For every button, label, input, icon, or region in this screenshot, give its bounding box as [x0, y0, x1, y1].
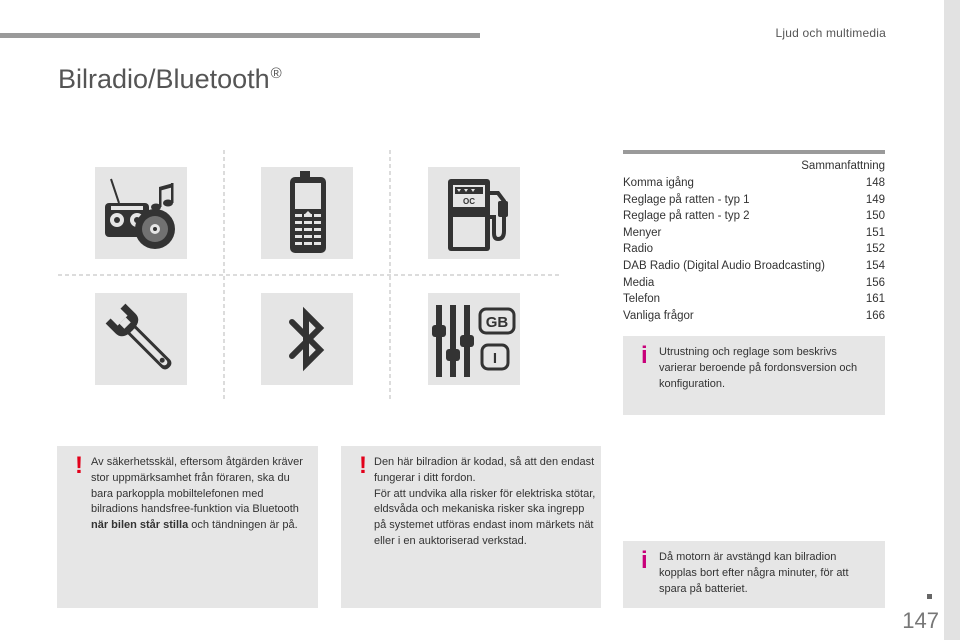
toc-item-page: 154	[865, 259, 885, 272]
bluetooth-icon	[282, 302, 332, 376]
toc-item[interactable]	[623, 192, 885, 209]
svg-text:OC: OC	[463, 197, 475, 206]
info-icon: i	[641, 547, 648, 574]
warning-text-coded-line2: För att undvika alla risker för elektriska stötar, eldsvåda och mekaniska risker ska ingrepp på systemet utföras endast inom märkets nät eller i en auktoriserad verkstad.	[374, 487, 596, 547]
warning-icon: !	[359, 452, 367, 479]
toc-item-label: Reglage på ratten - typ 1	[623, 193, 750, 206]
wrench-icon	[101, 299, 181, 379]
toc-item-page: 149	[865, 193, 885, 206]
toc-item-label: Reglage på ratten - typ 2	[623, 210, 750, 223]
toc-item-page: 151	[865, 226, 885, 239]
tile-phone[interactable]	[261, 167, 353, 259]
toc-item[interactable]	[623, 208, 885, 225]
toc-item[interactable]	[623, 225, 885, 242]
table-of-contents	[623, 150, 885, 324]
tile-language[interactable]	[428, 293, 520, 385]
toc-heading: Sammanfattning	[801, 160, 885, 172]
toc-item-label: Radio	[623, 243, 654, 256]
warning-text-safety-end: och tändningen är på.	[188, 519, 298, 532]
info-box-engine-off	[623, 541, 885, 608]
registered-mark: ®	[270, 65, 282, 82]
toc-item-label: Menyer	[623, 226, 662, 239]
tile-bluetooth[interactable]	[261, 293, 353, 385]
section-title: Ljud och multimedia	[775, 26, 886, 40]
toc-item-label: Media	[623, 276, 655, 289]
toc-item-label: Komma igång	[623, 177, 694, 189]
toc-item-page: 148	[865, 177, 885, 189]
warning-text-safety	[91, 455, 309, 534]
toc-item[interactable]	[623, 275, 885, 292]
language-settings-icon	[430, 299, 518, 379]
warning-box-safety	[57, 446, 318, 608]
info-icon: i	[641, 342, 648, 369]
toc-item-page: 166	[865, 309, 885, 322]
svg-text:GB: GB	[485, 314, 509, 331]
tile-trip-computer[interactable]	[428, 167, 520, 259]
toc-item[interactable]	[623, 308, 885, 325]
mobile-phone-icon	[282, 171, 332, 255]
page-number: 147	[902, 608, 939, 633]
toc-item-page: 161	[865, 293, 885, 306]
toc-item[interactable]	[623, 175, 885, 192]
radio-music-icon	[99, 173, 183, 253]
info-text-equipment: Utrustning och reglage som beskrivs varierar beroende på fordonsversion och konfiguration.	[659, 346, 858, 390]
toc-item[interactable]	[623, 258, 885, 275]
warning-text-safety-bold: när bilen står stilla	[91, 519, 189, 532]
tile-audio[interactable]	[95, 167, 187, 259]
toc-item-label: Telefon	[623, 293, 661, 306]
toc-item-page: 156	[865, 276, 885, 289]
toc-list	[623, 175, 885, 324]
toc-item-page: 150	[865, 210, 885, 223]
toc-item[interactable]	[623, 241, 885, 258]
fuel-pump-icon	[434, 173, 514, 253]
footer-marker	[927, 594, 932, 599]
info-box-equipment	[623, 336, 885, 415]
page-title-text: Bilradio/Bluetooth	[58, 64, 270, 94]
toc-item-label: Vanliga frågor	[623, 309, 694, 322]
toc-item[interactable]	[623, 291, 885, 308]
toc-item-page: 152	[865, 243, 885, 256]
warning-text-coded-line1: Den här bilradion är kodad, så att den endast fungerar i ditt fordon.	[374, 456, 595, 484]
svg-text:I: I	[492, 350, 498, 367]
tile-settings[interactable]	[95, 293, 187, 385]
info-text-engine-off: Då motorn är avstängd kan bilradion kopplas bort efter några minuter, för att spara på batteriet.	[659, 551, 849, 595]
toc-rule	[623, 150, 885, 154]
warning-icon: !	[75, 452, 83, 479]
warning-text-coded	[374, 455, 596, 550]
toc-item-label: DAB Radio (Digital Audio Broadcasting)	[623, 259, 825, 272]
warning-text-safety-start: Av säkerhetsskäl, eftersom åtgärden kräver stor uppmärksamhet från föraren, ska du bara parkoppla mobiltelefonen med bilradions handsfree-funktion via Bluetooth	[91, 456, 303, 516]
warning-box-coded	[341, 446, 601, 608]
